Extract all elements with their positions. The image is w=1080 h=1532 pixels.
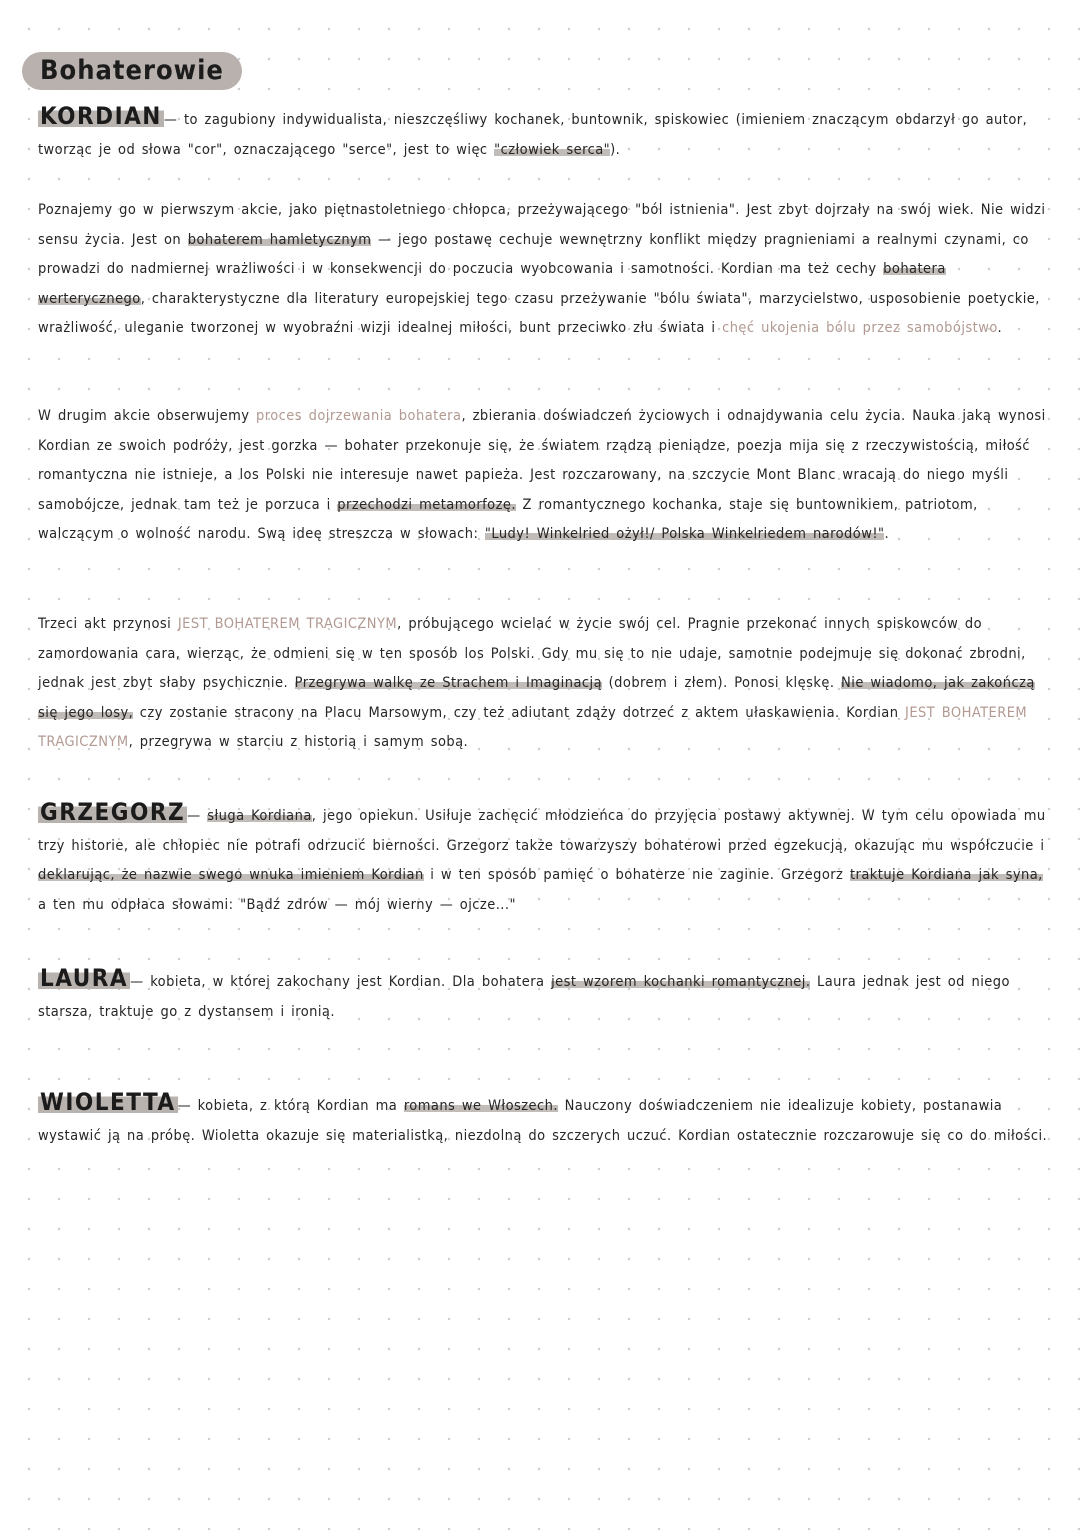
laura-section <box>38 964 1048 1027</box>
act3-text-a: Trzeci akt przynosi <box>38 616 178 632</box>
kordian-intro-text: — to zagubiony indywidualista, nieszczęśliwy kochanek, buntownik, spiskowiec (imieniem znaczącym obdarzył go autor, tworząc je od słowa "cor", oznaczającego "serce", jest to więc <box>38 112 1028 158</box>
act2-text-b: , zbierania doświadczeń życiowych i odnajdywania celu życia. Nauka jaką wynosi Kordian ze swoich podróży, jest gorzka — bohater przekonuje się, że światem rządzą pieniądze, poezja mija się z rzeczywistością, miłość romantyczna nie istnieje, a los Polski nie interesuje nawet papieża. Jest rozczarowany, na szczycie Mont Blanc wracają do niego myśli samobójcze, jednak tam też je porzuca i <box>38 408 1046 513</box>
grzegorz-text-a: — <box>187 808 208 824</box>
act3-text-c: (dobrem i złem). Ponosi klęskę. <box>602 675 842 692</box>
character-name-kordian: KORDIAN <box>40 102 162 130</box>
act3-text-d: czy zostanie stracony na Placu Marsowym, czy też adiutant zdąży dotrzeć z aktem ułaskawienia. Kordian <box>133 704 906 721</box>
highlight-metamorphosis: przechodzi metamorfozę. <box>337 496 516 513</box>
character-name-grzegorz: GRZEGORZ <box>40 798 186 826</box>
act2-text-c: Z romantycznego kochanka, staje się buntownikiem, patriotom, walczącym o wolność narodu. Swą ideę streszcza w słowach: <box>38 496 978 543</box>
highlight-italian-romance: romans we Włoszech. <box>403 1098 558 1114</box>
act3-text-b: , próbującego wcielać w życie swój cel. Pragnie przekonać innych spiskowców do zamordowania cara, wierząc, że odmieni się w ten sposób los Polski. Gdy mu się to nie udaje, samotnie podejmuje się dokonać zbrodni, jednak jest zbyt słaby psychicznie. <box>38 616 1026 692</box>
kordian-act3-paragraph <box>38 610 1048 758</box>
kordian-act2-paragraph <box>38 402 1048 550</box>
act1-text-d: . <box>997 320 1003 337</box>
act3-text-e: , przegrywa w starciu z historią i samym sobą. <box>128 734 469 751</box>
wioletta-text-a: — kobieta, z którą Kordian ma <box>177 1098 404 1114</box>
highlight-werther-hero: bohatera werterycznego <box>38 261 946 307</box>
kordian-intro-end: ). <box>610 141 621 158</box>
character-name-laura: LAURA <box>40 964 129 992</box>
highlight-unknown-fate: Nie wiadomo, jak zakończą się jego losy, <box>38 675 1035 721</box>
kordian-intro <box>38 102 1048 165</box>
grzegorz-text-b: , jego opiekun. Usiłuje zachęcić młodzieńca do przyjęcia postawy aktywnej. W tym celu opowiada mu trzy historie, ale chłopiec nie potrafi odrzucić bierności. Grzegorz także towarzyszy bohaterowi przed egzekucją, okazując mu współczucie i <box>38 808 1046 854</box>
kordian-act1-paragraph <box>38 196 1048 344</box>
character-name-wioletta: WIOLETTA <box>40 1088 176 1116</box>
act1-text-b: — jego postawę cechuje wewnętrzny konflikt między pragnieniami a realnymi czynami, co prowadzi do nadmiernej wrażliwości i w konsekwencji do poczucia wyobcowania i samotności. Kordian ma też cechy <box>38 231 1029 278</box>
laura-text-b: Laura jednak jest od niego starsza, traktuje go z dystansem i ironią. <box>38 974 1010 1020</box>
highlight-hamletic-hero: bohaterem hamletycznym <box>187 231 372 248</box>
act1-text-a: Poznajemy go w pierwszym akcie, jako piętnastoletniego chłopca, przeżywającego "ból istnienia". Jest zbyt dojrzały na swój wiek. Nie widzi sensu życia. Jest on <box>38 202 1046 248</box>
accent-suicide-wish: chęć ukojenia bólu przez samobójstwo <box>722 320 998 337</box>
accent-maturing-process: proces dojrzewania bohatera <box>256 408 462 424</box>
highlight-czlowiek-serca: "człowiek serca" <box>494 141 611 158</box>
highlight-winkelried-quote: "Ludy! Winkelried ożył!/ Polska Winkelriedem narodów!" <box>484 526 885 543</box>
page-title: Bohaterowie <box>22 52 242 90</box>
act2-text-a: W drugim akcie obserwujemy <box>38 408 256 424</box>
grzegorz-section <box>38 798 1048 920</box>
wioletta-section <box>38 1088 1048 1151</box>
accent-tragic-hero: JEST BOHATEREM TRAGICZNYM <box>38 704 1028 751</box>
highlight-servant: sługa Kordiana <box>207 808 312 824</box>
act1-text-c: , charakterystyczne dla literatury europejskiej tego czasu przeżywanie "bólu świata", marzycielstwo, usposobienie poetyckie, wrażliwość, uleganie tworzonej w wyobraźni wizji idealnej miłości, bunt przeciwko złu świata i <box>38 290 1040 337</box>
highlight-like-son: traktuje Kordiana jak syna, <box>849 867 1043 884</box>
kordian-section <box>38 102 1048 165</box>
act2-text-d: . <box>884 526 890 543</box>
grzegorz-text-c: i w ten sposób pamięć o bohaterze nie zaginie. Grzegorz <box>423 867 850 884</box>
grzegorz-text-d: a ten mu odpłaca słowami: "Bądź zdrów — mój wierny — ojcze..." <box>38 896 516 913</box>
accent-conspirator: JEST BOHATEREM TRAGICZNYM <box>177 616 398 632</box>
wioletta-text-b: Nauczony doświadczeniem nie idealizuje kobiety, postanawia wystawić ją na próbę. Wioletta okazuje się materialistką, niezdolną do szczerych uczuć. Kordian ostatecznie rozczarowuje się co do miłości. <box>38 1098 1048 1144</box>
highlight-romantic-lover: jest wzorem kochanki romantycznej. <box>551 974 811 990</box>
highlight-grandson-name: deklarując, że nazwie swego wnuka imieniem Kordian <box>38 867 424 884</box>
laura-text-a: — kobieta, w której zakochany jest Kordian. Dla bohatera <box>130 974 552 990</box>
highlight-fear-imagination: Przegrywa walkę ze Strachem i Imaginacją <box>294 675 603 692</box>
